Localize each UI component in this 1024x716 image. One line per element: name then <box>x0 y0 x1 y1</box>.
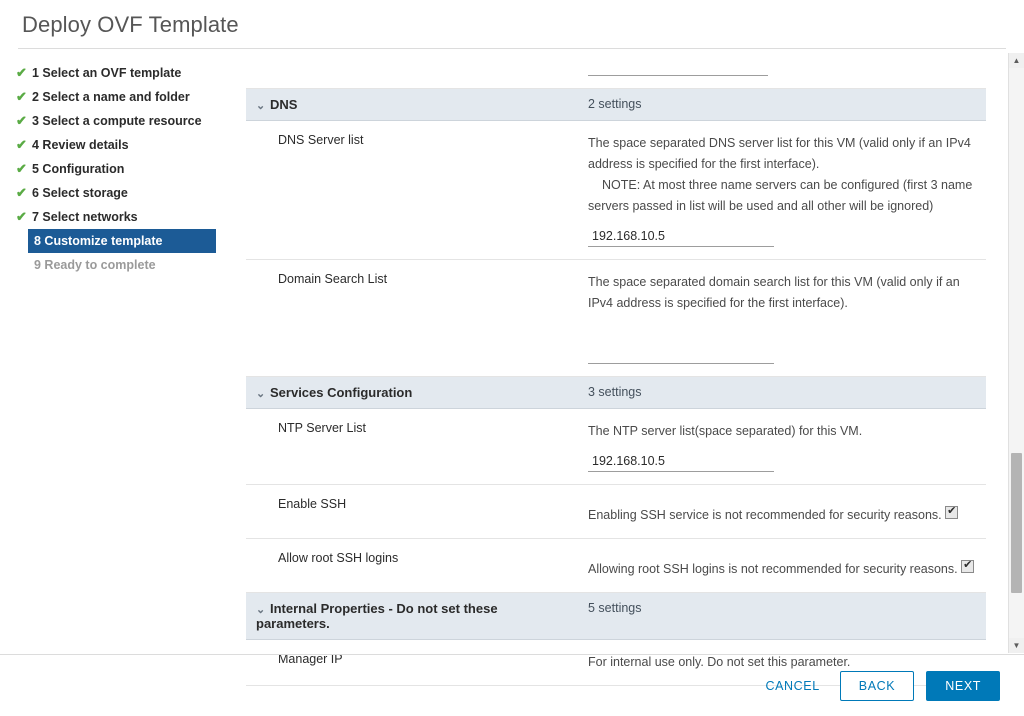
sidebar-item-configuration[interactable] <box>12 157 232 181</box>
sidebar-item-select-name-and-folder[interactable] <box>12 85 232 109</box>
step-label: 2 Select a name and folder <box>32 90 190 104</box>
check-icon: ✔ <box>16 209 27 224</box>
dns-server-list-input[interactable] <box>588 227 774 247</box>
property-label: Domain Search List <box>246 260 578 377</box>
check-icon: ✔ <box>16 137 27 152</box>
sidebar-item-review-details[interactable] <box>12 133 232 157</box>
section-title: DNS <box>270 97 298 112</box>
partial-text-input[interactable] <box>588 65 768 76</box>
allow-root-ssh-logins-checkbox[interactable] <box>961 560 974 573</box>
sidebar-item-select-storage[interactable] <box>12 181 232 205</box>
desc-note: NOTE: At most three name servers can be configured (first 3 name <box>602 178 973 192</box>
chevron-down-icon[interactable]: ⌄ <box>256 388 266 400</box>
cancel-button[interactable]: CANCEL <box>757 671 827 701</box>
scroll-down-arrow-icon[interactable]: ▼ <box>1009 638 1024 653</box>
section-title-line2: parameters. <box>256 616 330 631</box>
desc-line: The space separated domain search list for this VM (valid only if an <box>588 275 960 289</box>
section-count: 3 settings <box>578 377 986 409</box>
sidebar-item-customize-template[interactable] <box>28 229 216 253</box>
section-header-internal-properties[interactable] <box>246 593 986 640</box>
sidebar-item-ready-to-complete[interactable] <box>28 253 232 277</box>
section-title: Internal Properties - Do not set these <box>270 601 498 616</box>
ntp-server-list-input[interactable] <box>588 452 774 472</box>
check-icon: ✔ <box>16 65 27 80</box>
sidebar-item-select-ovf-template[interactable] <box>12 61 232 85</box>
step-label: 9 Ready to complete <box>34 258 156 272</box>
property-description-cell <box>578 260 986 377</box>
next-button[interactable]: NEXT <box>926 671 1000 701</box>
property-description-cell <box>578 409 986 485</box>
step-label: 4 Review details <box>32 138 129 152</box>
property-label: DNS Server list <box>246 121 578 260</box>
section-name-cell <box>246 593 578 640</box>
desc-line: The NTP server list(space separated) for this VM. <box>588 424 863 438</box>
section-header-services-configuration[interactable] <box>246 377 986 409</box>
back-button[interactable]: BACK <box>840 671 914 701</box>
chevron-down-icon[interactable]: ⌄ <box>256 100 266 112</box>
step-label: 7 Select networks <box>32 210 138 224</box>
properties-table <box>246 53 986 686</box>
desc-line: The space separated DNS server list for this VM (valid only if an IPv4 <box>588 136 971 150</box>
sidebar-item-select-networks[interactable] <box>12 205 232 229</box>
table-row <box>246 539 986 593</box>
property-description-cell <box>578 485 986 539</box>
step-label: 5 Configuration <box>32 162 125 176</box>
partial-input-cell <box>578 53 986 89</box>
table-row <box>246 121 986 260</box>
domain-search-list-input[interactable] <box>588 344 774 364</box>
section-title: Services Configuration <box>270 385 413 400</box>
section-count: 2 settings <box>578 89 986 121</box>
section-name-cell <box>246 377 578 409</box>
scroll-up-arrow-icon[interactable]: ▲ <box>1009 53 1024 68</box>
check-icon: ✔ <box>16 185 27 200</box>
desc-line: Enabling SSH service is not recommended for security reasons. <box>588 508 942 522</box>
chevron-down-icon[interactable]: ⌄ <box>256 604 266 616</box>
scrollbar-thumb[interactable] <box>1011 453 1022 593</box>
desc-line: For internal use only. Do not set this parameter. <box>588 655 851 669</box>
table-row <box>246 409 986 485</box>
table-row <box>246 485 986 539</box>
property-description-cell <box>578 539 986 593</box>
desc-line: IPv4 address is specified for the first interface). <box>588 296 848 310</box>
property-label: NTP Server List <box>246 409 578 485</box>
properties-panel <box>246 53 1002 669</box>
vertical-scrollbar[interactable] <box>1008 53 1024 653</box>
check-icon: ✔ <box>16 161 27 176</box>
table-row-partial <box>246 53 986 89</box>
property-label: Manager IP <box>246 640 578 686</box>
enable-ssh-checkbox[interactable] <box>945 506 958 519</box>
step-label: 8 Customize template <box>34 234 163 248</box>
wizard-footer <box>0 654 1024 716</box>
customize-template-content <box>232 49 1024 669</box>
page-title: Deploy OVF Template <box>22 12 239 37</box>
check-icon: ✔ <box>16 113 27 128</box>
partial-cell <box>246 53 578 89</box>
sidebar-item-select-compute-resource[interactable] <box>12 109 232 133</box>
step-label: 1 Select an OVF template <box>32 66 182 80</box>
check-icon: ✔ <box>16 89 27 104</box>
property-label: Allow root SSH logins <box>246 539 578 593</box>
wizard-steps <box>0 49 232 665</box>
property-description-cell <box>578 121 986 260</box>
desc-line: servers passed in list will be used and all other will be ignored) <box>588 199 934 213</box>
wizard-body <box>0 49 1024 669</box>
section-name-cell <box>246 89 578 121</box>
desc-line: Allowing root SSH logins is not recommended for security reasons. <box>588 562 958 576</box>
desc-line: address is specified for the first interface). <box>588 157 820 171</box>
table-row <box>246 260 986 377</box>
section-count: 5 settings <box>578 593 986 640</box>
step-label: 6 Select storage <box>32 186 128 200</box>
step-label: 3 Select a compute resource <box>32 114 202 128</box>
section-header-dns[interactable] <box>246 89 986 121</box>
property-label: Enable SSH <box>246 485 578 539</box>
